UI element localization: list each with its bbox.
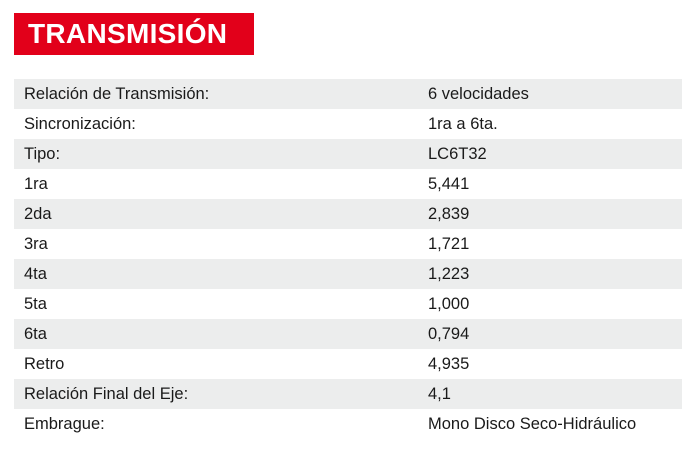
table-row (14, 109, 682, 139)
spec-label: Retro (14, 349, 426, 379)
spec-value: LC6T32 (426, 139, 682, 169)
spec-value: 4,935 (426, 349, 682, 379)
spec-value: 1,223 (426, 259, 682, 289)
spec-value: Mono Disco Seco-Hidráulico (426, 409, 682, 439)
spec-label: Tipo: (14, 139, 426, 169)
spec-table-body (14, 79, 682, 439)
spec-value: 4,1 (426, 379, 682, 409)
table-row (14, 229, 682, 259)
table-row (14, 79, 682, 109)
spec-value: 5,441 (426, 169, 682, 199)
table-row (14, 409, 682, 439)
page-title: TRANSMISIÓN (28, 18, 228, 49)
spec-value: 1ra a 6ta. (426, 109, 682, 139)
table-row (14, 259, 682, 289)
table-row (14, 139, 682, 169)
spec-label: Sincronización: (14, 109, 426, 139)
table-row (14, 319, 682, 349)
transmission-spec-table (14, 79, 682, 439)
spec-label: Relación Final del Eje: (14, 379, 426, 409)
spec-value: 2,839 (426, 199, 682, 229)
spec-label: 1ra (14, 169, 426, 199)
spec-value: 6 velocidades (426, 79, 682, 109)
spec-label: Relación de Transmisión: (14, 79, 426, 109)
spec-value: 1,000 (426, 289, 682, 319)
spec-value: 0,794 (426, 319, 682, 349)
table-row (14, 199, 682, 229)
spec-label: 4ta (14, 259, 426, 289)
spec-label: 5ta (14, 289, 426, 319)
spec-label: Embrague: (14, 409, 426, 439)
section-header-transmission (14, 13, 254, 55)
table-row (14, 169, 682, 199)
table-row (14, 349, 682, 379)
table-row (14, 379, 682, 409)
spec-label: 3ra (14, 229, 426, 259)
spec-value: 1,721 (426, 229, 682, 259)
table-row (14, 289, 682, 319)
spec-label: 6ta (14, 319, 426, 349)
spec-label: 2da (14, 199, 426, 229)
